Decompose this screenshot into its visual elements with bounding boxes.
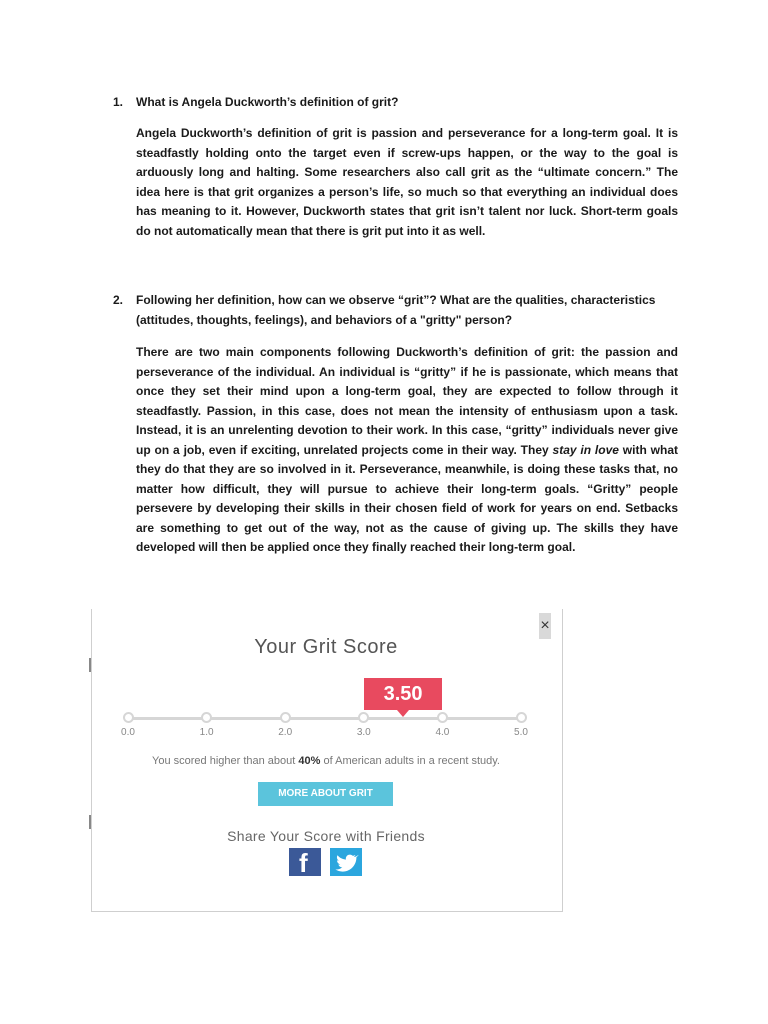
- answer-text: There are two main components following Duckworth’s definition of grit: the passion and perseverance of the individual. An individual is “gritty” if he is passionate, which means that once they set their mind upon a long-term goal, they are expected to follow through it steadfastly. Passion, in this case, does not mean the intensity of enthusiasm upon a task. Instead, it is an unrelenting devotion to their work. In this case, “gritty” individuals never give up on a job, even if exciting, unrelated projects come in their way. They: [136, 345, 678, 457]
- scale-tick: [123, 712, 134, 723]
- question-number: 1.: [113, 95, 124, 109]
- facebook-share-button[interactable]: [289, 848, 321, 876]
- question-text: What is Angela Duckworth’s definition of grit?: [136, 95, 399, 109]
- answer-italic-text: stay in love: [552, 442, 619, 457]
- answer-2: [136, 343, 678, 558]
- question-2: [113, 290, 678, 330]
- twitter-icon: [330, 848, 362, 876]
- scale-tick-label: 5.0: [514, 727, 528, 738]
- score-track: [128, 717, 521, 720]
- more-about-grit-button[interactable]: MORE ABOUT GRIT: [258, 782, 393, 806]
- facebook-icon: f: [299, 848, 308, 878]
- score-comparison-text: [91, 755, 561, 767]
- scale-tick: [280, 712, 291, 723]
- edge-mark: [89, 658, 91, 672]
- answer-text: with what they do that they are so involved in it. Perseverance, meanwhile, is doing these tasks that, no matter how difficult, they will pursue to achieve their long-term goals. “Gritty” people persevere by developing their skills in their chosen field of work for years on end. Setbacks are something to get out of the way, not as the cause of giving up. The skills they have developed will then be applied once they finally reached their long-term goal.: [136, 442, 678, 554]
- widget-title: Your Grit Score: [254, 636, 398, 658]
- close-button[interactable]: ×: [539, 613, 551, 639]
- question-text: Following her definition, how can we observe “grit”? What are the qualities, characteristics (attitudes, thoughts, feelings), and behaviors of a "gritty" person?: [136, 293, 656, 327]
- question-number: 2.: [113, 293, 124, 307]
- scale-tick-label: 1.0: [199, 727, 214, 738]
- scale-tick-label: 3.0: [356, 727, 371, 738]
- twitter-share-button[interactable]: [330, 848, 362, 876]
- scale-tick-label: 4.0: [435, 727, 450, 738]
- scale-tick: [516, 712, 527, 723]
- share-title: Share Your Score with Friends: [227, 828, 425, 844]
- score-text-prefix: You scored higher than about: [152, 755, 299, 767]
- score-text-suffix: of American adults in a recent study.: [320, 755, 500, 767]
- scale-tick: [437, 712, 448, 723]
- scale-tick-label: 2.0: [278, 727, 293, 738]
- score-percent: 40%: [298, 755, 321, 767]
- scale-tick-label: 0.0: [121, 727, 135, 738]
- score-badge: 3.50: [364, 678, 442, 710]
- edge-mark: [89, 815, 91, 829]
- answer-1: Angela Duckworth’s definition of grit is passion and perseverance for a long-term goal. It is steadfastly holding onto the target even if screw-ups happen, or the way to the goal is arduously long and halting. Some researchers also call grit as the “ultimate concern.” The idea here is that grit organizes a person’s life, so much so that everything an individual does has meaning to it. However, Duckworth states that grit isn’t talent nor luck. Short-term goals do not automatically mean that there is grit put into it as well.: [136, 126, 678, 238]
